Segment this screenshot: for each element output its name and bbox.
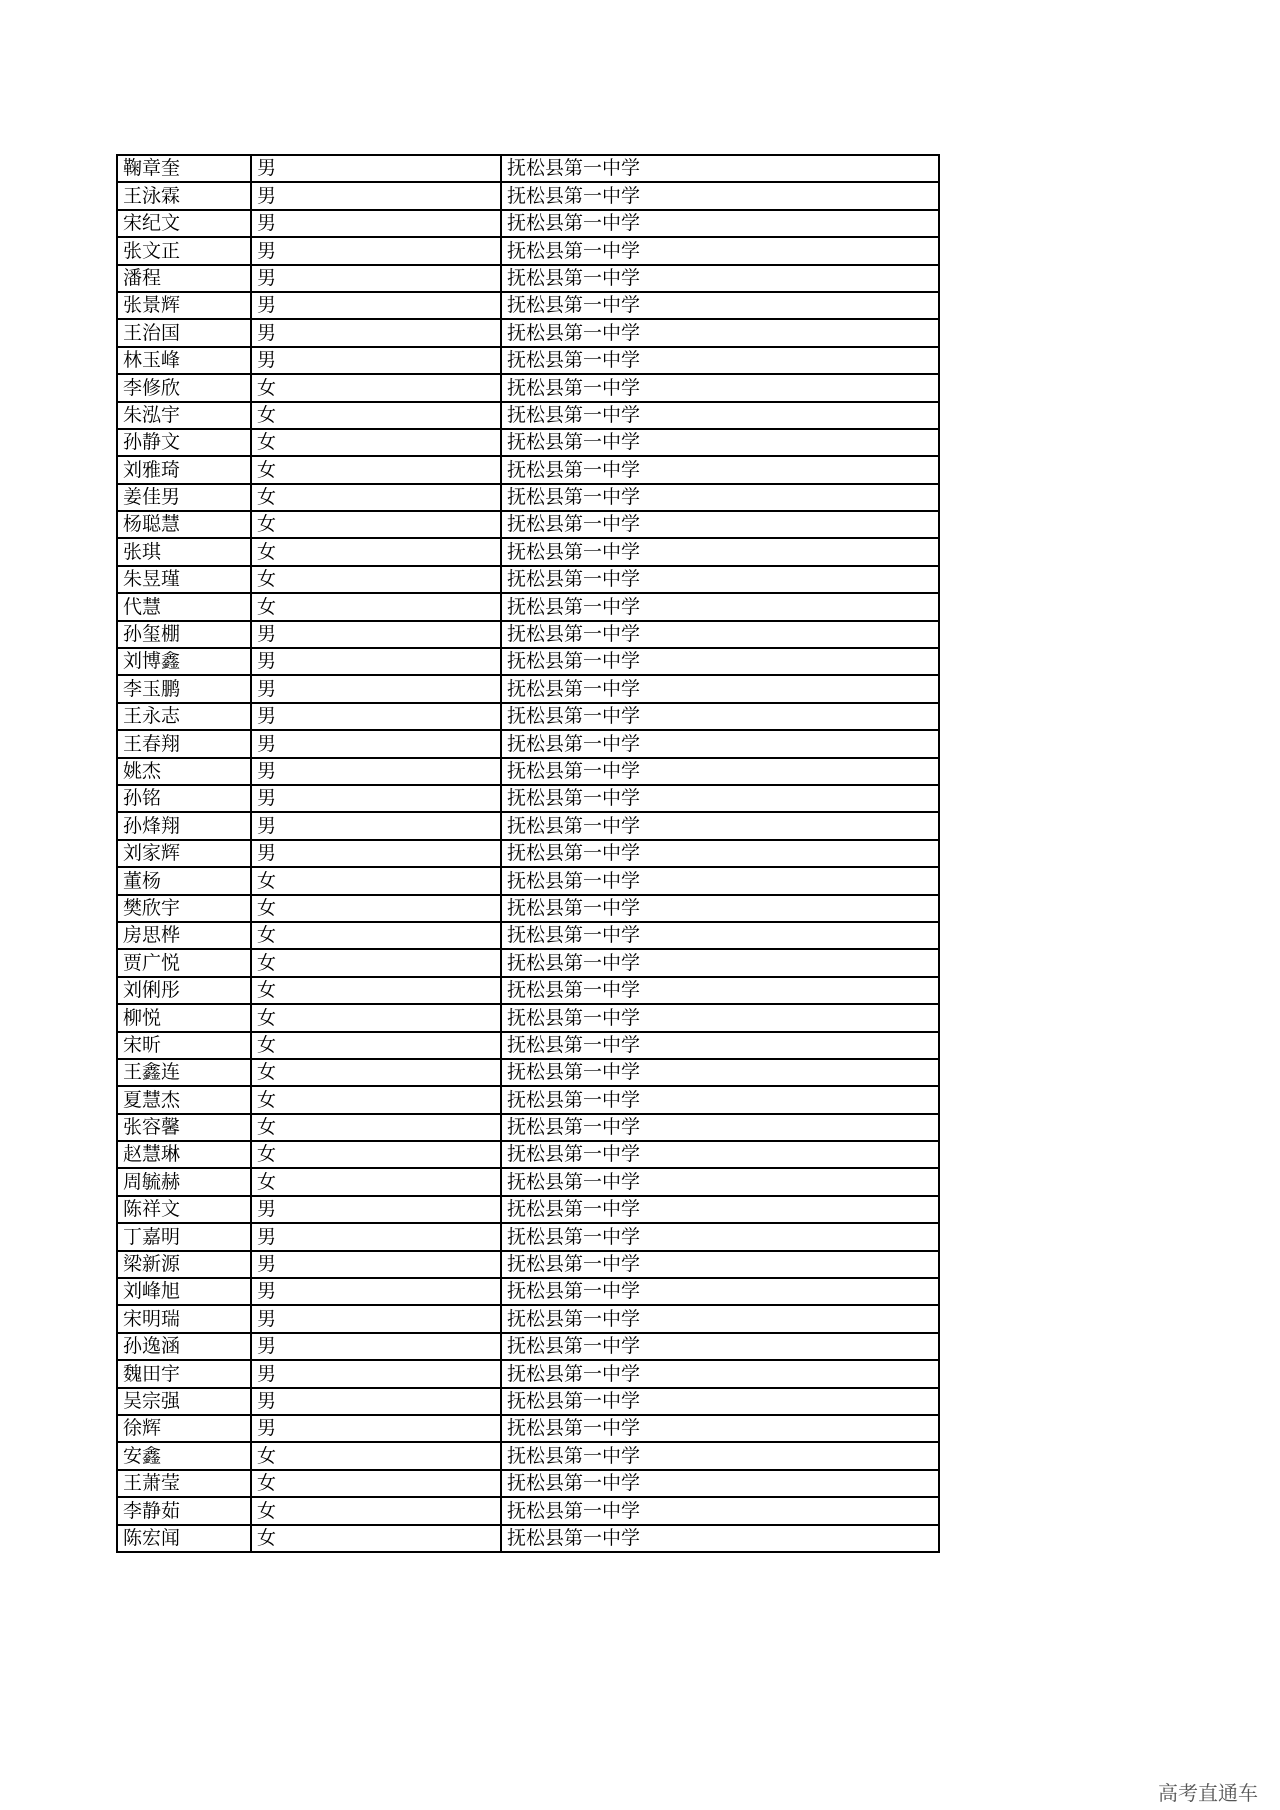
table-row: [117, 538, 939, 565]
gender-cell: 男: [251, 675, 501, 702]
school-cell: 抚松县第一中学: [501, 648, 939, 675]
table-row: [117, 347, 939, 374]
student-name-cell: 朱泓宇: [117, 402, 251, 429]
school-cell: 抚松县第一中学: [501, 566, 939, 593]
school-cell: 抚松县第一中学: [501, 210, 939, 237]
school-cell: 抚松县第一中学: [501, 265, 939, 292]
school-cell: 抚松县第一中学: [501, 730, 939, 757]
school-cell: 抚松县第一中学: [501, 374, 939, 401]
gender-cell: 女: [251, 1032, 501, 1059]
table-row: [117, 1196, 939, 1223]
student-name-cell: 赵慧琳: [117, 1141, 251, 1168]
student-name-cell: 柳悦: [117, 1004, 251, 1031]
school-cell: 抚松县第一中学: [501, 593, 939, 620]
gender-cell: 女: [251, 1086, 501, 1113]
school-cell: 抚松县第一中学: [501, 1470, 939, 1497]
table-row: [117, 1032, 939, 1059]
school-cell: 抚松县第一中学: [501, 922, 939, 949]
gender-cell: 女: [251, 895, 501, 922]
school-cell: 抚松县第一中学: [501, 1388, 939, 1415]
school-cell: 抚松县第一中学: [501, 785, 939, 812]
gender-cell: 女: [251, 1141, 501, 1168]
table-row: [117, 1360, 939, 1387]
table-row: [117, 621, 939, 648]
student-name-cell: 徐辉: [117, 1415, 251, 1442]
student-name-cell: 刘峰旭: [117, 1278, 251, 1305]
gender-cell: 男: [251, 319, 501, 346]
table-row: [117, 1497, 939, 1524]
school-cell: 抚松县第一中学: [501, 675, 939, 702]
table-row: [117, 593, 939, 620]
school-cell: 抚松县第一中学: [501, 319, 939, 346]
student-name-cell: 张文正: [117, 237, 251, 264]
table-row: [117, 1114, 939, 1141]
student-name-cell: 夏慧杰: [117, 1086, 251, 1113]
table-row: [117, 1004, 939, 1031]
gender-cell: 女: [251, 538, 501, 565]
table-row: [117, 566, 939, 593]
table-row: [117, 895, 939, 922]
gender-cell: 女: [251, 977, 501, 1004]
table-row: [117, 648, 939, 675]
table-row: [117, 402, 939, 429]
gender-cell: 女: [251, 1525, 501, 1552]
table-row: [117, 429, 939, 456]
gender-cell: 女: [251, 593, 501, 620]
table-row: [117, 1251, 939, 1278]
school-cell: 抚松县第一中学: [501, 511, 939, 538]
student-name-cell: 潘程: [117, 265, 251, 292]
table-row: [117, 265, 939, 292]
student-name-cell: 王春翔: [117, 730, 251, 757]
table-row: [117, 922, 939, 949]
school-cell: 抚松县第一中学: [501, 840, 939, 867]
school-cell: 抚松县第一中学: [501, 155, 939, 182]
table-row: [117, 484, 939, 511]
school-cell: 抚松县第一中学: [501, 1114, 939, 1141]
student-name-cell: 房思桦: [117, 922, 251, 949]
school-cell: 抚松县第一中学: [501, 292, 939, 319]
student-name-cell: 丁嘉明: [117, 1223, 251, 1250]
table-row: [117, 1278, 939, 1305]
table-row: [117, 456, 939, 483]
gender-cell: 女: [251, 1497, 501, 1524]
gender-cell: 男: [251, 1360, 501, 1387]
gender-cell: 男: [251, 812, 501, 839]
student-name-cell: 宋昕: [117, 1032, 251, 1059]
school-cell: 抚松县第一中学: [501, 1415, 939, 1442]
gender-cell: 男: [251, 292, 501, 319]
student-name-cell: 刘雅琦: [117, 456, 251, 483]
gender-cell: 男: [251, 758, 501, 785]
student-name-cell: 孙逸涵: [117, 1333, 251, 1360]
student-name-cell: 林玉峰: [117, 347, 251, 374]
school-cell: 抚松县第一中学: [501, 812, 939, 839]
student-name-cell: 董杨: [117, 867, 251, 894]
student-name-cell: 刘家辉: [117, 840, 251, 867]
gender-cell: 女: [251, 429, 501, 456]
gender-cell: 男: [251, 621, 501, 648]
gender-cell: 男: [251, 1388, 501, 1415]
student-name-cell: 贾广悦: [117, 949, 251, 976]
student-name-cell: 魏田宇: [117, 1360, 251, 1387]
student-name-cell: 杨聪慧: [117, 511, 251, 538]
gender-cell: 女: [251, 566, 501, 593]
roster-body: [117, 155, 939, 1552]
gender-cell: 男: [251, 1223, 501, 1250]
school-cell: 抚松县第一中学: [501, 347, 939, 374]
gender-cell: 男: [251, 1278, 501, 1305]
school-cell: 抚松县第一中学: [501, 1196, 939, 1223]
student-name-cell: 宋纪文: [117, 210, 251, 237]
gender-cell: 男: [251, 648, 501, 675]
table-row: [117, 730, 939, 757]
table-row: [117, 758, 939, 785]
gender-cell: 男: [251, 730, 501, 757]
student-name-cell: 李静茹: [117, 1497, 251, 1524]
school-cell: 抚松县第一中学: [501, 1251, 939, 1278]
table-row: [117, 374, 939, 401]
roster-table: [116, 154, 940, 1553]
school-cell: 抚松县第一中学: [501, 1086, 939, 1113]
student-name-cell: 王鑫连: [117, 1059, 251, 1086]
watermark: 高考直通车: [1158, 1781, 1258, 1805]
table-row: [117, 319, 939, 346]
school-cell: 抚松县第一中学: [501, 1168, 939, 1195]
gender-cell: 女: [251, 1168, 501, 1195]
gender-cell: 男: [251, 347, 501, 374]
gender-cell: 男: [251, 1196, 501, 1223]
student-name-cell: 刘俐彤: [117, 977, 251, 1004]
student-name-cell: 宋明瑞: [117, 1305, 251, 1332]
student-name-cell: 陈宏闻: [117, 1525, 251, 1552]
school-cell: 抚松县第一中学: [501, 1442, 939, 1469]
student-name-cell: 张容馨: [117, 1114, 251, 1141]
table-row: [117, 1333, 939, 1360]
student-name-cell: 王萧莹: [117, 1470, 251, 1497]
student-name-cell: 梁新源: [117, 1251, 251, 1278]
gender-cell: 女: [251, 402, 501, 429]
school-cell: 抚松县第一中学: [501, 1497, 939, 1524]
table-row: [117, 675, 939, 702]
school-cell: 抚松县第一中学: [501, 538, 939, 565]
student-name-cell: 周毓赫: [117, 1168, 251, 1195]
table-row: [117, 977, 939, 1004]
student-name-cell: 王治国: [117, 319, 251, 346]
student-name-cell: 吴宗强: [117, 1388, 251, 1415]
student-name-cell: 李修欣: [117, 374, 251, 401]
table-row: [117, 1086, 939, 1113]
gender-cell: 女: [251, 511, 501, 538]
school-cell: 抚松县第一中学: [501, 1032, 939, 1059]
school-cell: 抚松县第一中学: [501, 758, 939, 785]
student-name-cell: 王永志: [117, 703, 251, 730]
student-name-cell: 代慧: [117, 593, 251, 620]
school-cell: 抚松县第一中学: [501, 1305, 939, 1332]
table-row: [117, 1470, 939, 1497]
student-name-cell: 刘博鑫: [117, 648, 251, 675]
gender-cell: 女: [251, 1442, 501, 1469]
school-cell: 抚松县第一中学: [501, 237, 939, 264]
gender-cell: 男: [251, 265, 501, 292]
table-row: [117, 182, 939, 209]
gender-cell: 女: [251, 1004, 501, 1031]
gender-cell: 男: [251, 155, 501, 182]
student-name-cell: 姚杰: [117, 758, 251, 785]
table-row: [117, 237, 939, 264]
gender-cell: 男: [251, 785, 501, 812]
table-row: [117, 1525, 939, 1552]
table-row: [117, 511, 939, 538]
gender-cell: 女: [251, 1059, 501, 1086]
gender-cell: 女: [251, 922, 501, 949]
school-cell: 抚松县第一中学: [501, 1360, 939, 1387]
table-row: [117, 703, 939, 730]
gender-cell: 女: [251, 1114, 501, 1141]
table-row: [117, 1442, 939, 1469]
gender-cell: 男: [251, 1333, 501, 1360]
table-row: [117, 1059, 939, 1086]
table-row: [117, 1415, 939, 1442]
student-name-cell: 鞠章奎: [117, 155, 251, 182]
gender-cell: 男: [251, 840, 501, 867]
gender-cell: 女: [251, 949, 501, 976]
gender-cell: 女: [251, 867, 501, 894]
table-row: [117, 949, 939, 976]
student-name-cell: 朱昱瑾: [117, 566, 251, 593]
school-cell: 抚松县第一中学: [501, 1004, 939, 1031]
school-cell: 抚松县第一中学: [501, 895, 939, 922]
table-row: [117, 812, 939, 839]
student-name-cell: 张琪: [117, 538, 251, 565]
table-row: [117, 840, 939, 867]
table-row: [117, 867, 939, 894]
gender-cell: 男: [251, 210, 501, 237]
table-row: [117, 1305, 939, 1332]
gender-cell: 女: [251, 484, 501, 511]
school-cell: 抚松县第一中学: [501, 402, 939, 429]
gender-cell: 男: [251, 1415, 501, 1442]
gender-cell: 女: [251, 456, 501, 483]
student-name-cell: 陈祥文: [117, 1196, 251, 1223]
table-row: [117, 155, 939, 182]
school-cell: 抚松县第一中学: [501, 1278, 939, 1305]
school-cell: 抚松县第一中学: [501, 949, 939, 976]
student-name-cell: 孙玺棚: [117, 621, 251, 648]
table-row: [117, 1141, 939, 1168]
student-name-cell: 王泳霖: [117, 182, 251, 209]
school-cell: 抚松县第一中学: [501, 867, 939, 894]
school-cell: 抚松县第一中学: [501, 703, 939, 730]
gender-cell: 男: [251, 1305, 501, 1332]
gender-cell: 女: [251, 1470, 501, 1497]
school-cell: 抚松县第一中学: [501, 1333, 939, 1360]
gender-cell: 女: [251, 374, 501, 401]
table-row: [117, 292, 939, 319]
school-cell: 抚松县第一中学: [501, 1223, 939, 1250]
school-cell: 抚松县第一中学: [501, 484, 939, 511]
school-cell: 抚松县第一中学: [501, 1525, 939, 1552]
school-cell: 抚松县第一中学: [501, 621, 939, 648]
school-cell: 抚松县第一中学: [501, 182, 939, 209]
school-cell: 抚松县第一中学: [501, 977, 939, 1004]
student-name-cell: 樊欣宇: [117, 895, 251, 922]
student-name-cell: 安鑫: [117, 1442, 251, 1469]
table-row: [117, 210, 939, 237]
student-name-cell: 孙静文: [117, 429, 251, 456]
school-cell: 抚松县第一中学: [501, 1141, 939, 1168]
gender-cell: 男: [251, 703, 501, 730]
school-cell: 抚松县第一中学: [501, 429, 939, 456]
student-name-cell: 张景辉: [117, 292, 251, 319]
school-cell: 抚松县第一中学: [501, 456, 939, 483]
student-name-cell: 孙铭: [117, 785, 251, 812]
student-name-cell: 李玉鹏: [117, 675, 251, 702]
student-name-cell: 姜佳男: [117, 484, 251, 511]
table-row: [117, 1223, 939, 1250]
gender-cell: 男: [251, 237, 501, 264]
table-row: [117, 1388, 939, 1415]
student-name-cell: 孙烽翔: [117, 812, 251, 839]
gender-cell: 男: [251, 182, 501, 209]
gender-cell: 男: [251, 1251, 501, 1278]
table-row: [117, 785, 939, 812]
table-row: [117, 1168, 939, 1195]
school-cell: 抚松县第一中学: [501, 1059, 939, 1086]
